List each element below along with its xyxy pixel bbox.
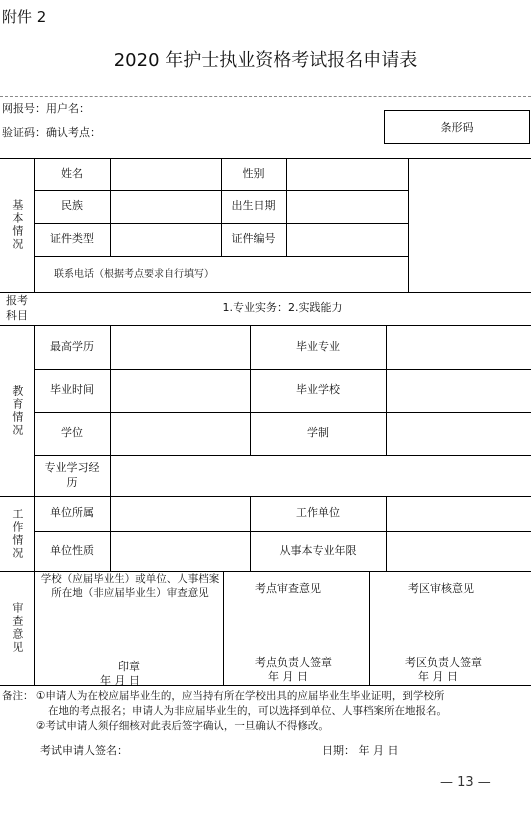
field-name[interactable] <box>110 158 221 190</box>
notes-label: 备注： <box>2 690 34 702</box>
field-ethnicity[interactable] <box>110 190 221 223</box>
photo-area <box>408 158 531 292</box>
label-unit: 单位所属 <box>50 506 94 520</box>
label-highest-degree: 最高学历 <box>50 339 94 353</box>
review-school-date: 年 月 日 <box>100 674 140 687</box>
date-label: 日期： 年 月 日 <box>322 744 399 757</box>
note-2: ②考试申请人须仔细核对此表后签字确认，一旦确认不得修改。 <box>36 720 329 732</box>
field-school[interactable] <box>386 369 531 412</box>
label-school: 毕业学校 <box>296 383 340 397</box>
section-education: 教育情况 <box>10 384 24 437</box>
label-unit-name: 工作单位 <box>296 506 340 520</box>
field-major[interactable] <box>386 325 531 369</box>
label-unit-nature: 单位性质 <box>50 543 94 557</box>
field-years[interactable] <box>386 531 531 571</box>
note-1: ①申请人为在校应届毕业生的，应当持有所在学校出具的应届毕业生毕业证明，到学校所 <box>36 690 445 702</box>
section-work: 工作情况 <box>10 507 24 560</box>
label-id-number: 证件编号 <box>231 232 276 246</box>
review-center-date: 年 月 日 <box>268 670 308 683</box>
review-school-seal: 印章 <box>118 660 140 673</box>
page-title: 2020 年护士执业资格考试报名申请表 <box>113 50 418 71</box>
label-grad-time: 毕业时间 <box>50 383 94 397</box>
applicant-sign-label: 考试申请人签名： <box>40 744 128 757</box>
field-id-type[interactable] <box>110 223 221 256</box>
review-district-date: 年 月 日 <box>418 670 458 683</box>
note-1b: 在地的考点报名；申请人为非应届毕业生的，可以选择到单位、人事档案所在地报名。 <box>48 705 447 717</box>
field-id-number[interactable] <box>286 223 408 256</box>
field-degree[interactable] <box>110 412 250 455</box>
subject-text: 1.专业实务：2.实践能力 <box>222 301 343 315</box>
header-line-1: 网报号：用户名： <box>2 102 90 115</box>
label-ethnicity: 民族 <box>61 199 83 213</box>
section-review: 审查意见 <box>10 602 24 654</box>
section-basic: 基本情况 <box>10 199 24 251</box>
label-experience: 专业学习经历 <box>44 461 100 489</box>
label-name: 姓名 <box>61 166 83 180</box>
field-highest-degree[interactable] <box>110 325 250 369</box>
field-gender[interactable] <box>286 158 408 190</box>
review-district-title: 考区审核意见 <box>408 582 474 595</box>
section-subject: 报考科目 <box>6 294 28 322</box>
field-unit[interactable] <box>110 496 250 531</box>
review-center-sign: 考点负责人签章 <box>255 656 332 669</box>
label-gender: 性别 <box>242 166 265 180</box>
label-major: 毕业专业 <box>296 339 340 353</box>
field-birthdate[interactable] <box>286 190 408 223</box>
field-system[interactable] <box>386 412 531 455</box>
review-center-title: 考点审查意见 <box>255 582 321 595</box>
label-years: 从事本专业年限 <box>279 543 357 557</box>
attachment-label: 附件 2 <box>2 8 47 26</box>
label-phone: 联系电话（根据考点要求自行填写） <box>54 268 214 280</box>
barcode-label: 条形码 <box>440 121 474 134</box>
header-line-2: 验证码：确认考点： <box>2 126 101 139</box>
label-birthdate: 出生日期 <box>231 199 276 213</box>
page-number: — 13 — <box>440 775 491 790</box>
field-experience[interactable] <box>110 455 531 496</box>
label-degree: 学位 <box>61 426 83 440</box>
field-unit-name[interactable] <box>386 496 531 531</box>
field-grad-time[interactable] <box>110 369 250 412</box>
label-system: 学制 <box>307 426 329 440</box>
review-district-sign: 考区负责人签章 <box>405 656 482 669</box>
review-school-title: 学校（应届毕业生）或单位、人事档案所在地（非应届毕业生）审查意见 <box>40 573 220 599</box>
label-id-type: 证件类型 <box>50 232 94 246</box>
field-unit-nature[interactable] <box>110 531 250 571</box>
